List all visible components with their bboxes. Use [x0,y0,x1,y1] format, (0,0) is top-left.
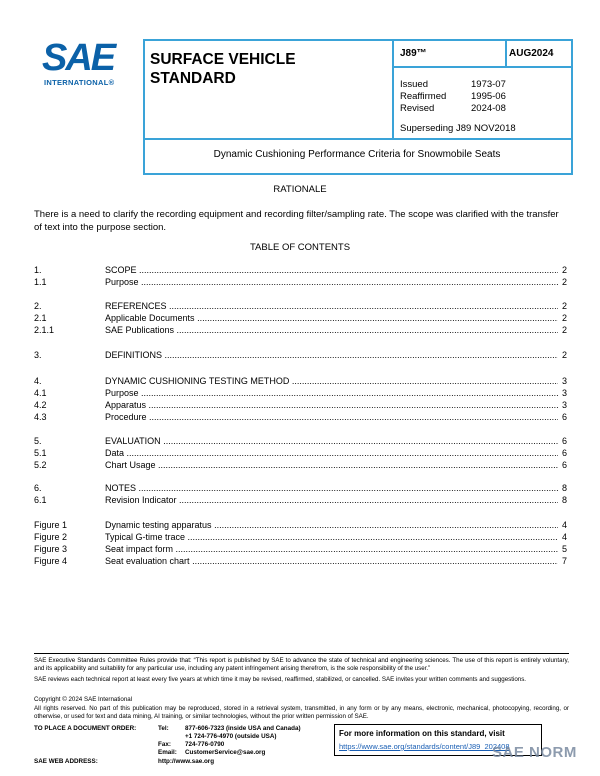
toc-title: DEFINITIONS ..... [105,350,558,361]
toc-title: Purpose ..... [105,388,558,399]
order-label: TO PLACE A DOCUMENT ORDER: [34,725,137,732]
toc-page: 2 [561,350,567,360]
toc-page: 3 [561,400,567,410]
toc-number: 2.1 [34,313,47,323]
history-label: Revised [400,103,435,114]
document-number: J89™ [400,48,427,59]
toc-title: NOTES ..... [105,483,558,494]
toc-number: 2.1.1 [34,325,55,335]
toc-title: Applicable Documents ..... [105,313,558,324]
toc-number: Figure 4 [34,556,68,566]
toc-entry[interactable] [34,460,567,471]
toc-page: 2 [561,265,567,275]
toc-number: 2. [34,301,42,311]
toc-title: EVALUATION ..... [105,436,558,447]
history-value: 1995-06 [471,91,506,102]
email-label: Email: [158,749,177,756]
toc-entry[interactable] [34,532,567,543]
toc-entry[interactable] [34,556,567,567]
logo-mark: SAE [42,37,115,79]
fax-value: 724-776-0790 [185,741,225,748]
toc-page: 6 [561,412,567,422]
toc-entry[interactable] [34,520,567,531]
toc-title: REFERENCES ..... [105,301,558,312]
toc-title: Typical G-time trace ..... [105,532,558,543]
document-title: Dynamic Cushioning Performance Criteria for Snowmobile Seats [213,149,501,160]
history-label: Reaffirmed [400,91,447,102]
toc-number: 6.1 [34,495,47,505]
toc-page: 2 [561,313,567,323]
toc-number: 4. [34,376,42,386]
toc-title: Dynamic testing apparatus ..... [105,520,558,531]
toc-page: 3 [561,388,567,398]
toc-title: Procedure ..... [105,412,558,423]
more-info-link[interactable]: https://www.sae.org/standards/content/J89_202408 [339,742,510,751]
toc-entry[interactable] [34,495,567,506]
toc-entry[interactable] [34,448,567,459]
more-info-title: For more information on this standard, visit [339,729,505,738]
toc-number: 1.1 [34,277,47,287]
toc-entry[interactable] [34,544,567,555]
toc-number: Figure 1 [34,520,68,530]
toc-title: Revision Indicator ..... [105,495,558,506]
toc-number: 4.2 [34,400,47,410]
toc-entry[interactable] [34,313,567,324]
toc-page: 4 [561,532,567,542]
toc-page: 6 [561,436,567,446]
toc-entry[interactable] [34,400,567,411]
toc-title: Data ..... [105,448,558,459]
toc-title: Purpose ..... [105,277,558,288]
watermark: SAE NORM [492,744,577,761]
toc-page: 7 [561,556,567,566]
toc-page: 2 [561,277,567,287]
email-link[interactable]: CustomerService@sae.org [185,749,266,756]
rights-text: All rights reserved. No part of this publication may be reproduced, stored in a retrieval system, transmitted, in any form or by any means, electronic, mechanical, photocopying, recording, or otherwise, or used for text and data mining, AI training, or similar technologies, without the prior written permission of SAE. [34,705,569,720]
sae-logo [34,38,134,88]
toc-number: 5.1 [34,448,47,458]
tel-value: 877-606-7323 (inside USA and Canada) [185,725,301,732]
toc-page: 6 [561,448,567,458]
toc-entry[interactable] [34,436,567,447]
history-value: 1973-07 [471,79,506,90]
toc-entry[interactable] [34,277,567,288]
toc-title: Chart Usage ..... [105,460,558,471]
review-text: SAE reviews each technical report at least every five years at which time it may be revised, reaffirmed, stabilized, or cancelled. SAE invites your written comments and suggestions. [34,676,527,683]
toc-title: DYNAMIC CUSHIONING TESTING METHOD ..... [105,376,558,387]
toc-page: 6 [561,460,567,470]
toc-entry[interactable] [34,412,567,423]
toc-title: Seat impact form ..... [105,544,558,555]
document-date: AUG2024 [509,48,554,59]
toc-number: 1. [34,265,42,275]
rationale-text: There is a need to clarify the recording equipment and recording filter/sampling rate. The scope was clarified with the transfer of text into the purpose section. [34,209,559,233]
toc-entry[interactable] [34,350,567,361]
tel-value-2: +1 724-776-4970 (outside USA) [185,733,277,740]
toc-entry[interactable] [34,325,567,336]
toc-page: 8 [561,495,567,505]
toc-page: 3 [561,376,567,386]
footer-divider [34,653,569,654]
toc-number: Figure 2 [34,532,68,542]
toc-number: 3. [34,350,42,360]
toc-number: 5.2 [34,460,47,470]
toc-title: SAE Publications ..... [105,325,558,336]
tel-label: Tel: [158,725,169,732]
document-type: SURFACE VEHICLE STANDARD [150,51,296,87]
toc-number: 4.1 [34,388,47,398]
toc-number: 6. [34,483,42,493]
logo-subtitle: INTERNATIONAL® [44,78,115,87]
toc-page: 2 [561,325,567,335]
toc-entry[interactable] [34,301,567,312]
toc-title: Seat evaluation chart ..... [105,556,558,567]
toc-title: Apparatus ..... [105,400,558,411]
web-label: SAE WEB ADDRESS: [34,758,98,765]
toc-number: Figure 3 [34,544,68,554]
toc-page: 8 [561,483,567,493]
web-link[interactable]: http://www.sae.org [158,758,215,765]
rules-text: SAE Executive Standards Committee Rules provide that: “This report is published by SAE to advance the state of technical and engineering sciences. The use of this report is entirely voluntary, and its applicability and suitability for any particular use, including any patent infringement arising therefrom, is the sole responsibility of the user.” [34,657,569,672]
toc-entry[interactable] [34,483,567,494]
toc-page: 5 [561,544,567,554]
copyright-text: Copyright © 2024 SAE International [34,696,133,703]
toc-number: 4.3 [34,412,47,422]
toc-page: 4 [561,520,567,530]
rationale-heading: RATIONALE [273,184,327,195]
fax-label: Fax: [158,741,171,748]
toc-number: 5. [34,436,42,446]
toc-page: 2 [561,301,567,311]
toc-entry[interactable] [34,388,567,399]
toc-entry[interactable] [34,265,567,276]
toc-heading: TABLE OF CONTENTS [249,242,351,253]
history-label: Issued [400,79,428,90]
history-value: 2024-08 [471,103,506,114]
toc-title: SCOPE ..... [105,265,558,276]
superseding-note: Superseding J89 NOV2018 [400,123,516,134]
toc-entry[interactable] [34,376,567,387]
